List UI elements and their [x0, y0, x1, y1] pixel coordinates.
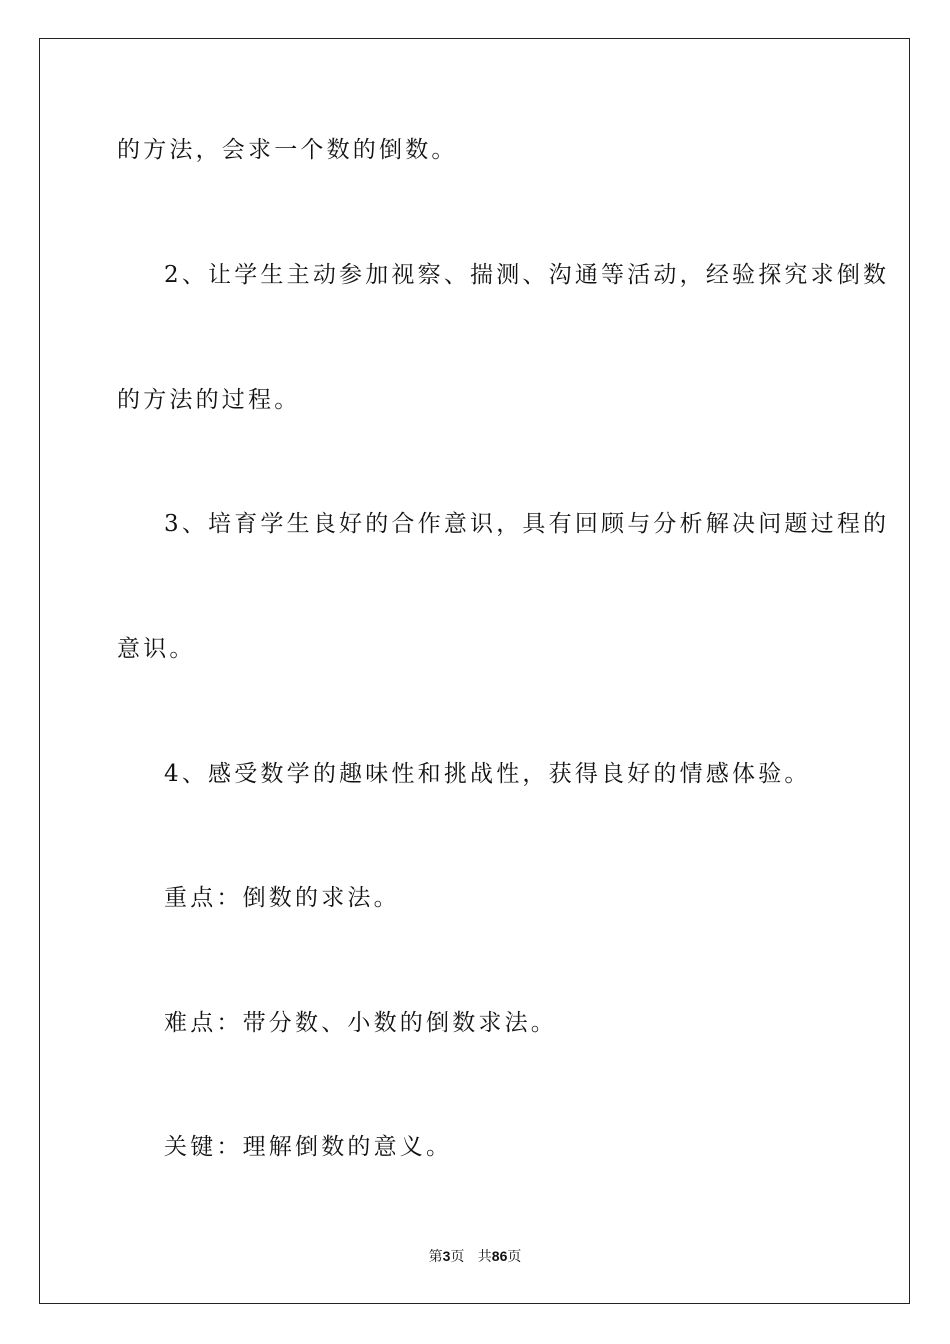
text-line-3: 的方法的过程。	[117, 387, 301, 413]
difficulty-line: 难点：带分数、小数的倒数求法。	[164, 1010, 557, 1036]
page-prefix: 第	[428, 1249, 443, 1265]
key-point-line: 重点：倒数的求法。	[164, 885, 400, 911]
total-prefix: 共	[477, 1249, 492, 1265]
page-suffix: 页	[450, 1249, 465, 1265]
page-border	[39, 38, 910, 1304]
text-line-4: 3、培育学生良好的合作意识，具有回顾与分析解决问题过程的	[164, 511, 890, 537]
text-line-1: 的方法，会求一个数的倒数。	[117, 137, 458, 163]
page-footer	[0, 1246, 950, 1267]
text-line-5: 意识。	[117, 636, 196, 662]
text-line-6: 4、感受数学的趣味性和挑战性，获得良好的情感体验。	[164, 761, 811, 787]
text-line-2: 2、让学生主动参加视察、揣测、沟通等活动，经验探究求倒数	[164, 262, 890, 288]
total-suffix: 页	[507, 1249, 522, 1265]
page-number: 3	[442, 1248, 451, 1264]
key-concept-line: 关键：理解倒数的意义。	[164, 1134, 453, 1160]
total-pages: 86	[491, 1248, 508, 1264]
